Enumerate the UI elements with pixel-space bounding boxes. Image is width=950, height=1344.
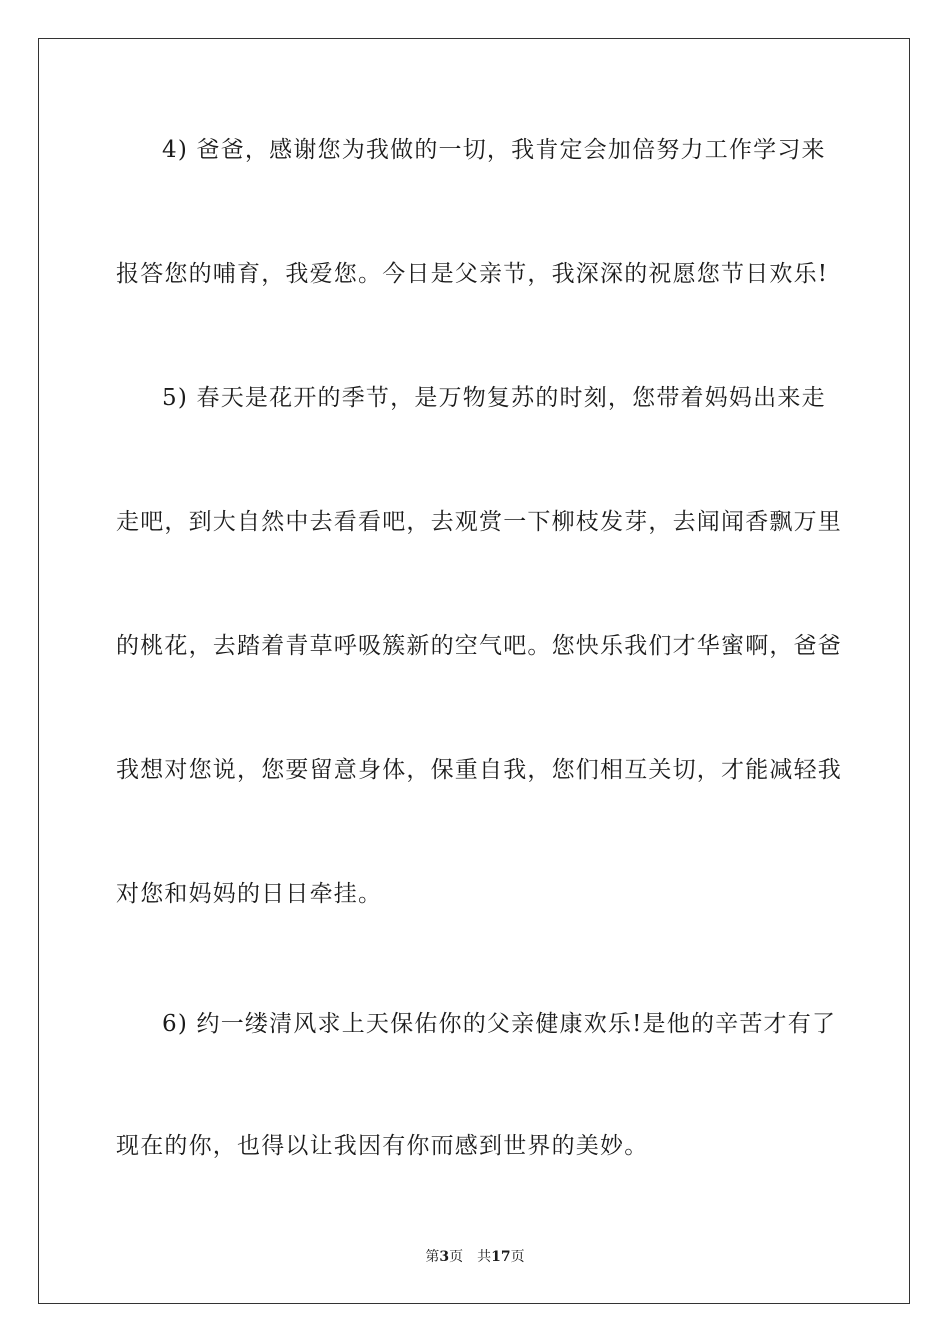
paragraph-5-line-3: 的桃花，去踏着青草呼吸簇新的空气吧。您快乐我们才华蜜啊，爸爸 [116,633,842,659]
footer-page-prefix: 第 [425,1249,440,1265]
footer-page-suffix: 页 [449,1249,464,1265]
paragraph-4-line-2: 报答您的哺育，我爱您。今日是父亲节，我深深的祝愿您节日欢乐! [116,261,829,287]
paragraph-6-line-2: 现在的你，也得以让我因有你而感到世界的美妙。 [116,1133,649,1159]
footer-total-prefix: 共 [477,1249,492,1265]
paragraph-5-line-4: 我想对您说，您要留意身体，保重自我，您们相互关切，才能减轻我 [116,757,842,783]
footer-total-suffix: 页 [510,1249,525,1265]
paragraph-5-line-2: 走吧，到大自然中去看看吧，去观赏一下柳枝发芽，去闻闻香飘万里 [116,509,842,535]
footer-total-pages: 17 [491,1249,511,1265]
footer-page-number: 3 [439,1249,450,1265]
page-footer [0,1248,950,1266]
page-border [38,38,910,1304]
paragraph-4-line-1: 4) 爸爸，感谢您为我做的一切，我肯定会加倍努力工作学习来 [162,137,826,163]
paragraph-6-line-1: 6) 约一缕清风求上天保佑你的父亲健康欢乐!是他的辛苦才有了 [162,1011,837,1037]
paragraph-5-line-5: 对您和妈妈的日日牵挂。 [116,881,383,907]
paragraph-5-line-1: 5) 春天是花开的季节，是万物复苏的时刻，您带着妈妈出来走 [162,385,826,411]
